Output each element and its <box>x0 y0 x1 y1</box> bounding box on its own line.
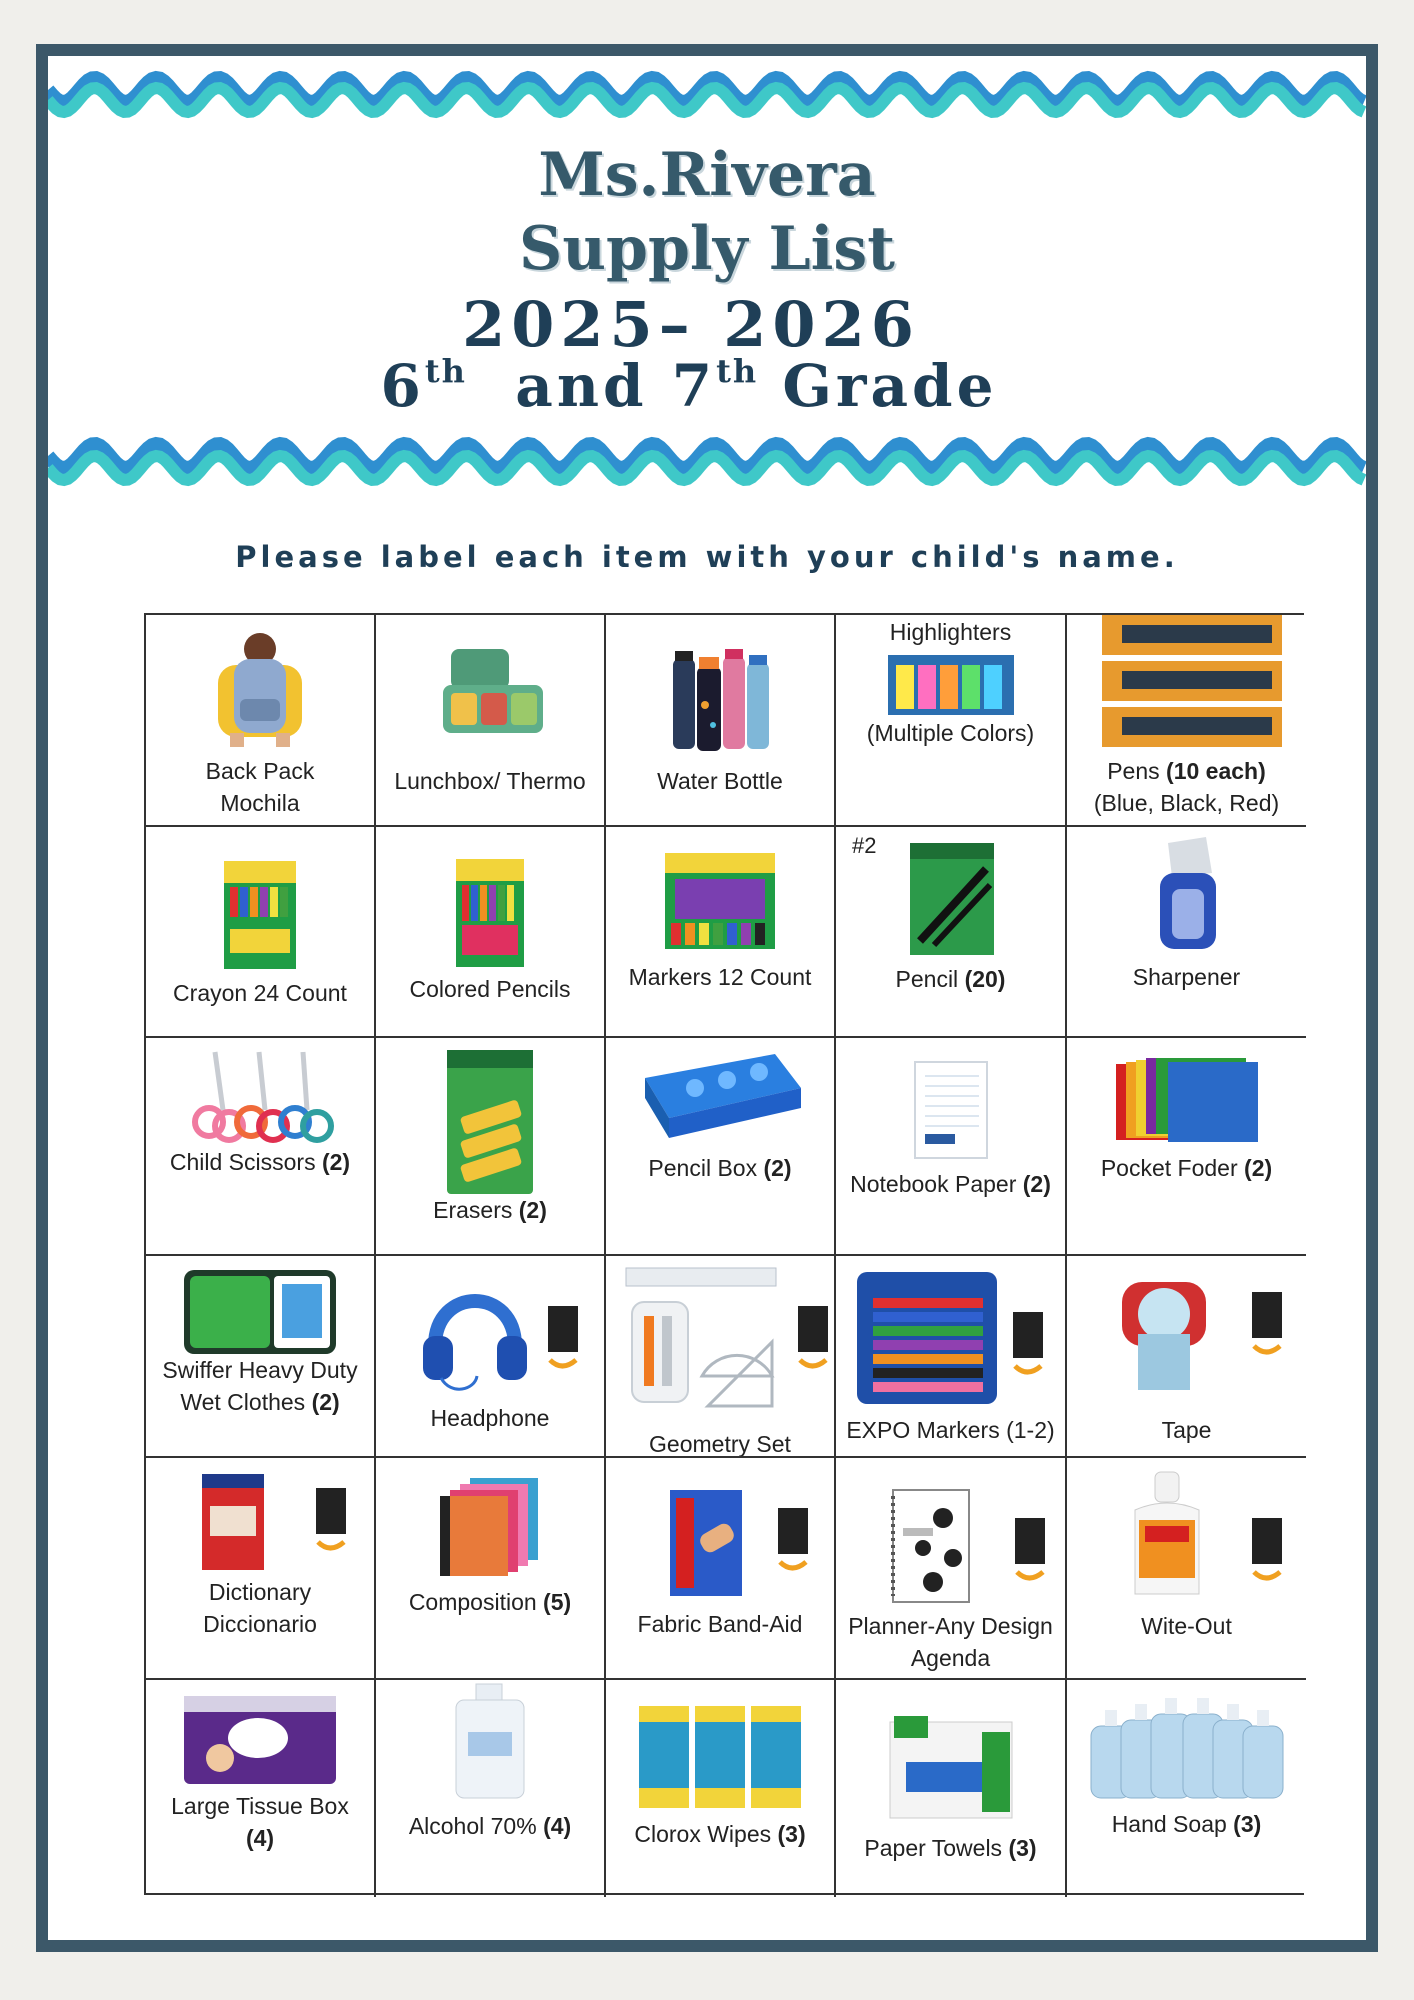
pens-image <box>1092 615 1282 751</box>
amazon-logo <box>1009 1518 1049 1588</box>
item-water-bottle <box>606 615 836 827</box>
headphone-label: Headphone <box>430 1405 550 1431</box>
backpack-image <box>200 629 320 749</box>
swiffer-image <box>180 1268 340 1358</box>
pens-label: Pens (10 each) (Blue, Black, Red) <box>1093 758 1280 816</box>
scissors-label: Child Scissors (2) <box>169 1149 351 1175</box>
item-markers <box>606 827 836 1038</box>
headphone-image <box>411 1266 541 1396</box>
amazon-logo <box>772 1508 812 1578</box>
item-wite-out <box>1067 1458 1306 1680</box>
water-bottle-label: Water Bottle <box>657 768 783 794</box>
crayons-label: Crayon 24 Count <box>173 980 347 1006</box>
item-planner <box>836 1458 1067 1680</box>
pencil-label: Pencil (20) <box>895 966 1006 992</box>
geometry-set-label: Geometry Set <box>649 1431 791 1457</box>
item-composition <box>376 1458 606 1680</box>
expo-markers-label: EXPO Markers (1-2) <box>846 1417 1055 1443</box>
wite-out-image <box>1127 1470 1207 1600</box>
alcohol-image <box>450 1682 530 1800</box>
hand-soap-image <box>1087 1690 1287 1802</box>
item-crayons <box>146 827 376 1038</box>
teacher-name: Ms.Rivera <box>538 140 876 210</box>
paper-towels-image <box>886 1712 1016 1822</box>
composition-label: Composition (5) <box>408 1589 572 1615</box>
band-aid-label: Fabric Band-Aid <box>637 1611 803 1637</box>
alcohol-label: Alcohol 70% (4) <box>408 1813 572 1839</box>
notebook-paper-image <box>911 1060 991 1160</box>
clorox-label: Clorox Wipes (3) <box>634 1821 806 1847</box>
supply-grid <box>144 613 1304 1895</box>
colored-pencils-image <box>450 855 530 971</box>
top-wave-decoration <box>48 64 1366 124</box>
highlighters-label: (Multiple Colors) <box>866 720 1035 746</box>
grade-line: 6th and 7th Grade <box>380 352 998 420</box>
tissue-image <box>180 1692 340 1788</box>
item-highlighters <box>836 615 1067 827</box>
pencil-image <box>906 841 996 957</box>
dictionary-label: Dictionary Diccionario <box>203 1579 317 1637</box>
water-bottle-image <box>655 645 785 755</box>
dictionary-image <box>198 1472 268 1572</box>
hand-soap-label: Hand Soap (3) <box>1111 1811 1262 1837</box>
amazon-logo <box>1246 1518 1286 1588</box>
item-colored-pencils <box>376 827 606 1038</box>
item-clorox <box>606 1680 836 1897</box>
item-geometry-set <box>606 1256 836 1458</box>
markers-label: Markers 12 Count <box>628 964 812 990</box>
item-scissors <box>146 1038 376 1256</box>
item-sharpener <box>1067 827 1306 1038</box>
expo-markers-image <box>853 1268 1003 1408</box>
geometry-set-image <box>622 1266 782 1416</box>
amazon-logo <box>542 1306 582 1376</box>
item-alcohol <box>376 1680 606 1897</box>
item-pencil-box <box>606 1038 836 1256</box>
pencil-box-image <box>635 1048 805 1144</box>
wite-out-label: Wite-Out <box>1141 1613 1232 1639</box>
composition-image <box>430 1474 550 1578</box>
markers-image <box>663 851 777 951</box>
band-aid-image <box>666 1488 746 1598</box>
label-instruction: Please label each item with your child's name. <box>235 540 1179 574</box>
item-notebook-paper <box>836 1038 1067 1256</box>
amazon-logo <box>310 1488 350 1558</box>
amazon-logo <box>1007 1312 1047 1382</box>
item-hand-soap <box>1067 1680 1306 1897</box>
lunchbox-image <box>425 645 555 745</box>
lunchbox-label: Lunchbox/ Thermo <box>394 768 586 794</box>
sharpener-image <box>1142 833 1232 953</box>
crayons-image <box>220 857 300 973</box>
item-pencil <box>836 827 1067 1038</box>
item-expo-markers <box>836 1256 1067 1458</box>
item-lunchbox <box>376 615 606 827</box>
paper-towels-label: Paper Towels (3) <box>864 1835 1037 1861</box>
backpack-label: Back Pack Mochila <box>205 758 315 816</box>
pencil-number-tag: #2 <box>852 833 877 858</box>
pocket-folder-image <box>1112 1054 1262 1144</box>
erasers-image <box>443 1048 537 1198</box>
bottom-wave-decoration <box>48 432 1366 494</box>
school-year: 2025– 2026 <box>462 288 920 361</box>
tissue-label: Large Tissue Box (4) <box>171 1793 349 1851</box>
pencil-box-label: Pencil Box (2) <box>648 1155 792 1181</box>
amazon-logo <box>792 1306 832 1376</box>
tape-label: Tape <box>1161 1417 1212 1443</box>
item-tape <box>1067 1256 1306 1458</box>
item-pocket-folder <box>1067 1038 1306 1256</box>
amazon-logo <box>1246 1292 1286 1362</box>
pocket-folder-label: Pocket Foder (2) <box>1100 1155 1273 1181</box>
item-tissue <box>146 1680 376 1897</box>
item-dictionary <box>146 1458 376 1680</box>
item-paper-towels <box>836 1680 1067 1897</box>
item-headphone <box>376 1256 606 1458</box>
item-band-aid <box>606 1458 836 1680</box>
planner-label: Planner-Any Design Agenda <box>848 1613 1053 1671</box>
erasers-label: Erasers (2) <box>433 1197 547 1223</box>
sharpener-label: Sharpener <box>1132 964 1241 990</box>
clorox-image <box>635 1702 805 1812</box>
item-swiffer <box>146 1256 376 1458</box>
item-erasers <box>376 1038 606 1256</box>
highlighters-image <box>886 653 1016 717</box>
item-backpack <box>146 615 376 827</box>
highlighters-title: Highlighters <box>889 619 1012 645</box>
swiffer-label: Swiffer Heavy Duty Wet Clothes (2) <box>162 1357 358 1415</box>
colored-pencils-label: Colored Pencils <box>409 976 571 1002</box>
scissors-image <box>185 1050 335 1150</box>
planner-image <box>883 1488 973 1604</box>
item-pens <box>1067 615 1306 827</box>
list-title: Supply List <box>519 214 895 284</box>
notebook-paper-label: Notebook Paper (2) <box>850 1171 1051 1197</box>
tape-image <box>1108 1274 1218 1394</box>
